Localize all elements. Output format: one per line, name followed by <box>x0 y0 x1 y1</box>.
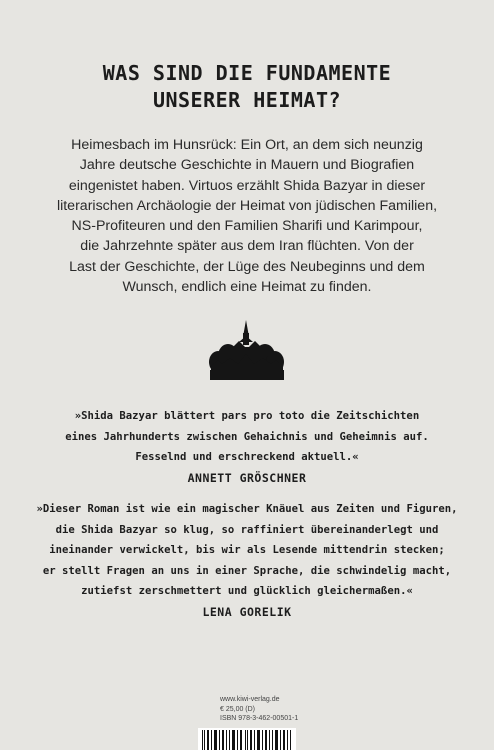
quote-line: »Dieser Roman ist wie ein magischer Knäuel aus Zeiten und Figuren, <box>36 503 458 515</box>
blurb-line: Jahre deutsche Geschichte in Mauern und Biografien <box>79 157 415 174</box>
barcode-icon <box>198 728 296 750</box>
quote-author: ANNETT GRÖSCHNER <box>187 470 307 485</box>
blurb-line: Wunsch, endlich eine Heimat zu finden. <box>122 279 372 296</box>
quote-author: LENA GORELIK <box>202 604 292 619</box>
publisher-info <box>220 695 298 724</box>
quote-line: Fesselnd und erschreckend aktuell.« <box>135 451 359 463</box>
village-church-silhouette-icon <box>208 318 286 380</box>
quote-line: die Shida Bazyar so klug, so raffiniert übereinanderlegt und <box>55 523 439 536</box>
headline-line-1: WAS SIND DIE FUNDAMENTE <box>102 61 392 85</box>
headline-line-2: UNSERER HEIMAT? <box>152 88 342 112</box>
blurb-line: eingenistet haben. Virtuos erzählt Shida Bazyar in dieser <box>68 177 426 194</box>
blurb-line: NS-Profiteuren und den Familien Sharifi und Karimpour, <box>71 218 423 235</box>
blurb-line: Last der Geschichte, der Lüge des Neubeginns und dem <box>69 258 425 275</box>
publisher-url: www.kiwi-verlag.de <box>220 696 280 703</box>
quote-line: eines Jahrhunderts zwischen Gehaichnis und Geheimnis auf. <box>65 430 429 443</box>
blurb-line: die Jahrzehnte später aus dem Iran flüchten. Von der <box>80 238 414 255</box>
blurb-text <box>40 135 454 297</box>
quote-line: ineinander verwickelt, bis wir als Lesende mittendrin stecken; <box>49 544 445 556</box>
quote-line: er stellt Fragen an uns in einer Sprache, die schwindelig macht, <box>42 564 452 577</box>
quote-line: »Shida Bazyar blättert pars pro toto die Zeitschichten <box>74 410 420 422</box>
quote-block <box>20 499 474 622</box>
quote-block <box>20 406 474 488</box>
headline <box>0 60 494 114</box>
quote-line: zutiefst zerschmettert und glücklich gleichermaßen.« <box>81 585 413 597</box>
price: € 25,00 (D) <box>220 705 256 713</box>
blurb-line: literarischen Archäologie der Heimat von jüdischen Familien, <box>56 197 438 214</box>
blurb-line: Heimesbach im Hunsrück: Ein Ort, an dem sich neunzig <box>71 137 423 153</box>
isbn: ISBN 978-3-462-00501-1 <box>220 715 299 722</box>
